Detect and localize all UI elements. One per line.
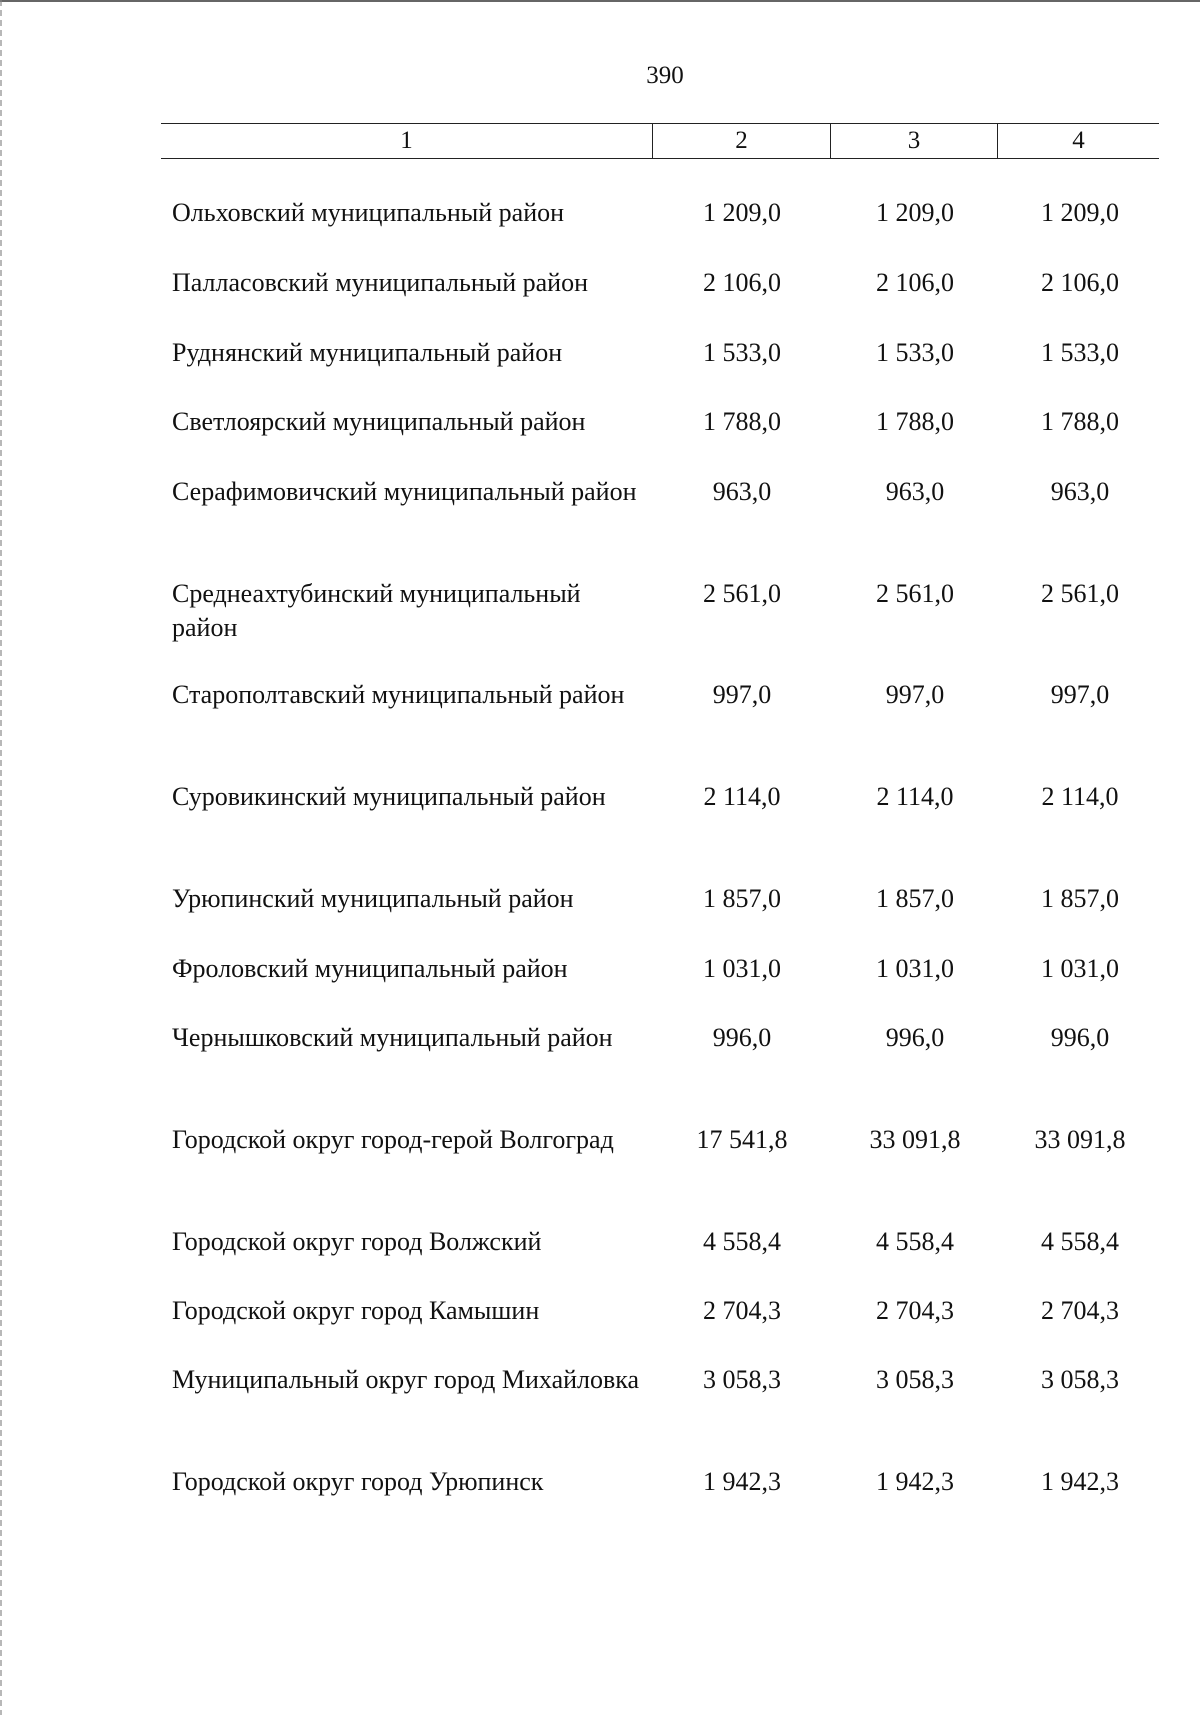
- row-name: Серафимовичский муниципальный район: [172, 477, 637, 506]
- header-col-3: 3: [831, 124, 998, 158]
- row-value-col-3: 1 857,0: [876, 884, 954, 913]
- row-name: Городской округ город Камышин: [172, 1296, 540, 1325]
- row-name: Чернышковский муниципальный район: [172, 1023, 613, 1052]
- row-value-col-3: 4 558,4: [876, 1227, 954, 1256]
- row-value-col-4: 3 058,3: [1041, 1365, 1119, 1394]
- row-value-col-3: 1 788,0: [876, 407, 954, 436]
- row-value-col-2: 17 541,8: [696, 1125, 788, 1154]
- row-value-col-4: 33 091,8: [1034, 1125, 1126, 1154]
- row-value-col-3: 1 942,3: [876, 1467, 954, 1496]
- row-value-col-3: 996,0: [885, 1023, 945, 1052]
- row-value-col-3: 3 058,3: [876, 1365, 954, 1394]
- row-name: Руднянский муниципальный район: [172, 338, 563, 367]
- row-value-col-4: 4 558,4: [1041, 1227, 1119, 1256]
- row-name: Старополтавский муниципальный район: [172, 680, 625, 709]
- row-name: Суровикинский муниципальный район: [172, 782, 606, 811]
- row-name: Фроловский муниципальный район: [172, 954, 568, 983]
- row-value-col-2: 2 561,0: [703, 579, 781, 608]
- page-number: 390: [646, 62, 684, 89]
- row-value-col-3: 2 561,0: [876, 579, 954, 608]
- row-name: Ольховский муниципальный район: [172, 198, 565, 227]
- row-value-col-3: 1 031,0: [876, 954, 954, 983]
- row-value-col-4: 963,0: [1050, 477, 1110, 506]
- row-value-col-3: 33 091,8: [869, 1125, 961, 1154]
- row-value-col-2: 1 857,0: [703, 884, 781, 913]
- row-name: Городской округ город-герой Волгоград: [172, 1125, 614, 1154]
- row-value-col-4: 1 533,0: [1041, 338, 1119, 367]
- row-value-col-4: 1 942,3: [1041, 1467, 1119, 1496]
- row-name: Городской округ город Волжский: [172, 1227, 542, 1256]
- row-name: Светлоярский муниципальный район: [172, 407, 586, 436]
- row-value-col-2: 1 209,0: [703, 198, 781, 227]
- row-value-col-3: 1 533,0: [876, 338, 954, 367]
- row-value-col-2: 963,0: [712, 477, 772, 506]
- row-name: Городской округ город Урюпинск: [172, 1467, 544, 1496]
- row-value-col-2: 2 704,3: [703, 1296, 781, 1325]
- row-value-col-4: 1 857,0: [1041, 884, 1119, 913]
- row-value-col-2: 3 058,3: [703, 1365, 781, 1394]
- row-value-col-3: 1 209,0: [876, 198, 954, 227]
- row-name: Урюпинский муниципальный район: [172, 884, 574, 913]
- row-value-col-2: 997,0: [712, 680, 772, 709]
- row-value-col-3: 2 114,0: [876, 782, 954, 811]
- row-value-col-3: 997,0: [885, 680, 945, 709]
- row-value-col-4: 1 788,0: [1041, 407, 1119, 436]
- row-value-col-4: 1 209,0: [1041, 198, 1119, 227]
- row-value-col-4: 2 704,3: [1041, 1296, 1119, 1325]
- row-value-col-2: 1 788,0: [703, 407, 781, 436]
- row-value-col-3: 2 106,0: [876, 268, 954, 297]
- header-col-2: 2: [653, 124, 831, 158]
- row-value-col-2: 1 942,3: [703, 1467, 781, 1496]
- row-value-col-2: 2 106,0: [703, 268, 781, 297]
- row-name: Муниципальный округ город Михайловка: [172, 1365, 640, 1394]
- row-value-col-2: 996,0: [712, 1023, 772, 1052]
- row-name: Среднеахтубинский муниципальный район: [172, 579, 581, 642]
- row-value-col-2: 2 114,0: [703, 782, 781, 811]
- header-col-1: 1: [161, 124, 653, 158]
- row-name: Палласовский муниципальный район: [172, 268, 588, 297]
- row-value-col-4: 2 114,0: [1041, 782, 1119, 811]
- row-value-col-4: 2 106,0: [1041, 268, 1119, 297]
- row-value-col-2: 4 558,4: [703, 1227, 781, 1256]
- row-value-col-3: 2 704,3: [876, 1296, 954, 1325]
- row-value-col-4: 2 561,0: [1041, 579, 1119, 608]
- row-value-col-4: 1 031,0: [1041, 954, 1119, 983]
- row-value-col-4: 997,0: [1050, 680, 1110, 709]
- row-value-col-2: 1 031,0: [703, 954, 781, 983]
- row-value-col-3: 963,0: [885, 477, 945, 506]
- header-col-4: 4: [1072, 127, 1085, 154]
- row-value-col-4: 996,0: [1050, 1023, 1110, 1052]
- row-value-col-2: 1 533,0: [703, 338, 781, 367]
